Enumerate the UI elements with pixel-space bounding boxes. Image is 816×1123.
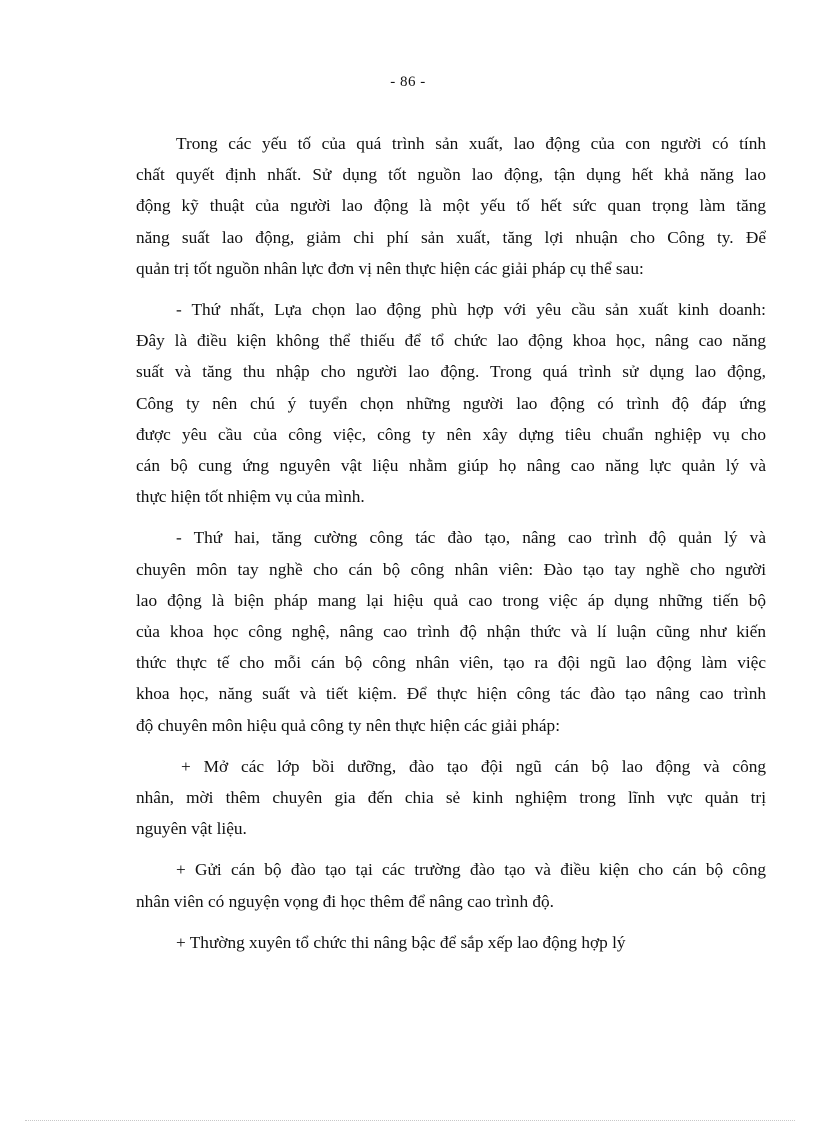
paragraph-first-solution [136,294,766,512]
document-body [136,128,766,968]
bullet-promotion-exams [136,927,766,958]
text-line: Trong các yếu tố của quá trình sản xuất, lao động của con người có tính [176,134,766,153]
text-line: của khoa học công nghệ, nâng cao trình độ nhận thức và lí luận cũng như kiến [136,622,766,642]
bullet-training-classes [136,751,766,845]
text-line: Đây là điều kiện không thể thiếu để tổ chức lao động khoa học, nâng cao năng [136,331,766,351]
paragraph-second-solution [136,522,766,740]
text-line: nguyên vật liệu. [136,819,247,839]
text-line: khoa học, năng suất và tiết kiệm. Để thực hiện công tác đào tạo nâng cao trình [136,684,766,704]
text-line: được yêu cầu của công việc, công ty nên xây dựng tiêu chuẩn nghiệp vụ cho [136,424,766,444]
text-line: - Thứ hai, tăng cường công tác đào tạo, nâng cao trình độ quản lý và [176,528,766,548]
text-line: thức thực tế cho mỗi cán bộ công nhân viên, tạo ra đội ngũ lao động làm việc [136,653,766,673]
text-line: nhân viên có nguyện vọng đi học thêm để nâng cao trình độ. [136,891,555,911]
text-line: quản trị tốt nguồn nhân lực đơn vị nên thực hiện các giải pháp cụ thể sau: [136,258,644,278]
text-line: chất quyết định nhất. Sử dụng tốt nguồn lao động, tận dụng hết khả năng lao [136,165,766,185]
text-line: thực hiện tốt nhiệm vụ của mình. [136,487,365,507]
text-line: - Thứ nhất, Lựa chọn lao động phù hợp với yêu cầu sản xuất kinh doanh: [176,300,766,320]
text-line: suất và tăng thu nhập cho người lao động. Trong quá trình sử dụng lao động, [136,362,766,382]
page-number: - 86 - [390,74,426,90]
bullet-send-staff [136,854,766,916]
text-line: + Thường xuyên tổ chức thi nâng bậc để sắp xếp lao động hợp lý [176,932,626,952]
text-line: chuyên môn tay nghề cho cán bộ công nhân viên: Đào tạo tay nghề cho người [136,559,766,579]
text-line: lao động là biện pháp mang lại hiệu quả cao trong việc áp dụng những tiến bộ [136,590,766,610]
text-line: nhân, mời thêm chuyên gia đến chia sẻ kinh nghiệm trong lĩnh vực quản trị [136,788,766,808]
text-line: Công ty nên chú ý tuyển chọn những người lao động có trình độ đáp ứng [136,393,766,413]
text-line: năng suất lao động, giảm chi phí sản xuất, tăng lợi nhuận cho Công ty. Để [136,227,766,247]
text-line: độ chuyên môn hiệu quả công ty nên thực hiện các giải pháp: [136,715,560,735]
page-bottom-divider [25,1120,795,1121]
text-line: + Gửi cán bộ đào tạo tại các trường đào tạo và điều kiện cho cán bộ công [176,860,766,880]
text-line: + Mở các lớp bồi dưỡng, đào tạo đội ngũ cán bộ lao động và công [181,756,766,776]
text-line: động kỹ thuật của người lao động là một yếu tố hết sức quan trọng làm tăng [136,196,766,216]
text-line: cán bộ cung ứng nguyên vật liệu nhằm giúp họ nâng cao năng lực quản lý và [136,456,766,476]
paragraph-intro [136,128,766,284]
